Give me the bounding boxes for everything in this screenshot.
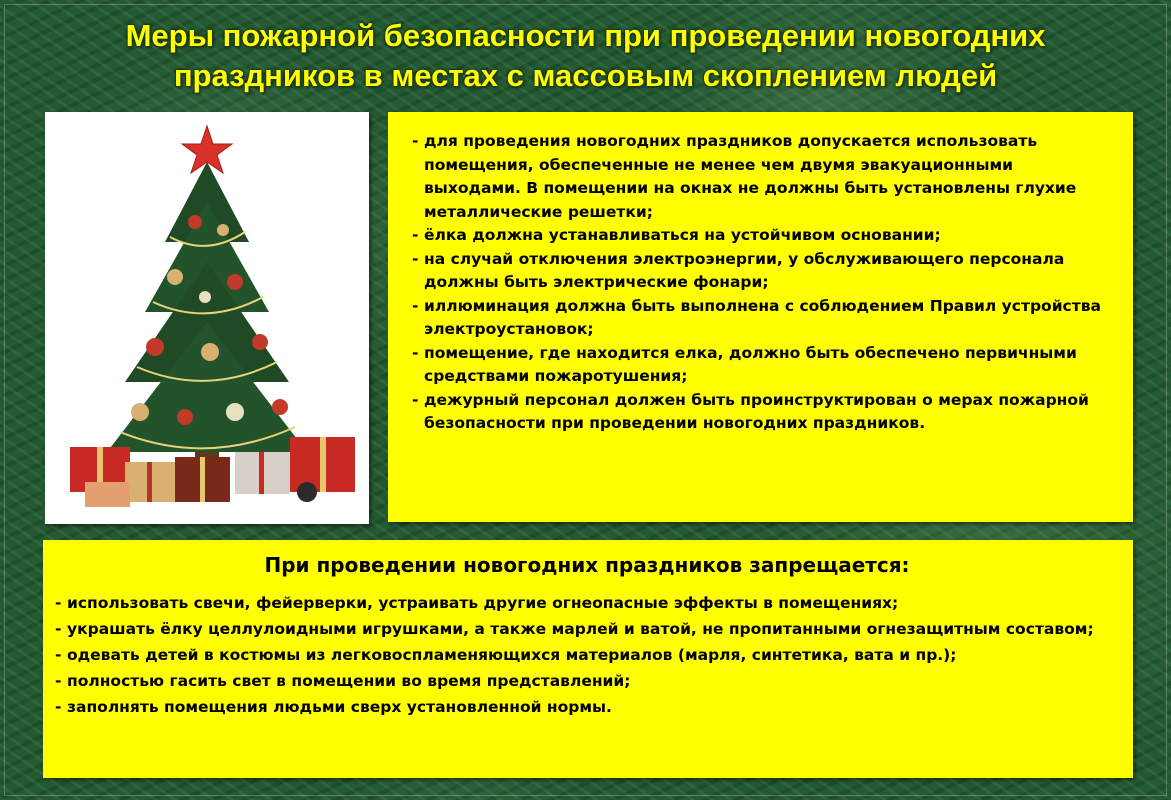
requirement-item: - для проведения новогодних праздников допускается использовать помещения, обеспеченные не менее чем двумя эвакуационными выходами. В помещении на окнах не должны быть установлены глухие металлические решетки; (412, 130, 1113, 224)
prohibition-item: - одевать детей в костюмы из легковоспламеняющихся материалов (марля, синтетика, вата и пр.); (55, 642, 1119, 668)
title-line-2: праздников в местах с массовым скоплением людей (173, 58, 998, 93)
requirement-item: - ёлка должна устанавливаться на устойчивом основании; (412, 224, 1113, 248)
requirements-panel (388, 112, 1133, 522)
prohibition-item: - заполнять помещения людьми сверх установленной нормы. (55, 694, 1119, 720)
christmas-tree-photo (45, 112, 369, 524)
prohibition-item: - полностью гасить свет в помещении во время представлений; (55, 668, 1119, 694)
requirement-item: - помещение, где находится елка, должно быть обеспечено первичными средствами пожаротушения; (412, 342, 1113, 389)
title-line-1: Меры пожарной безопасности при проведении новогодних (125, 18, 1046, 53)
page-title (0, 16, 1171, 96)
requirement-item: - дежурный персонал должен быть проинструктирован о мерах пожарной безопасности при проведении новогодних праздников. (412, 389, 1113, 436)
prohibitions-heading: При проведении новогодних праздников запрещается: (264, 553, 910, 577)
prohibition-item: - украшать ёлку целлулоидными игрушками, а также марлей и ватой, не пропитанными огнезащитным составом; (55, 616, 1119, 642)
prohibitions-list (55, 590, 1119, 720)
prohibitions-panel (43, 540, 1133, 778)
requirement-item: - на случай отключения электроэнергии, у обслуживающего персонала должны быть электрические фонари; (412, 248, 1113, 295)
requirements-list (412, 130, 1113, 436)
christmas-tree-with-gifts-icon (45, 112, 369, 524)
prohibition-item: - использовать свечи, фейерверки, устраивать другие огнеопасные эффекты в помещениях; (55, 590, 1119, 616)
requirement-item: - иллюминация должна быть выполнена с соблюдением Правил устройства электроустановок; (412, 295, 1113, 342)
